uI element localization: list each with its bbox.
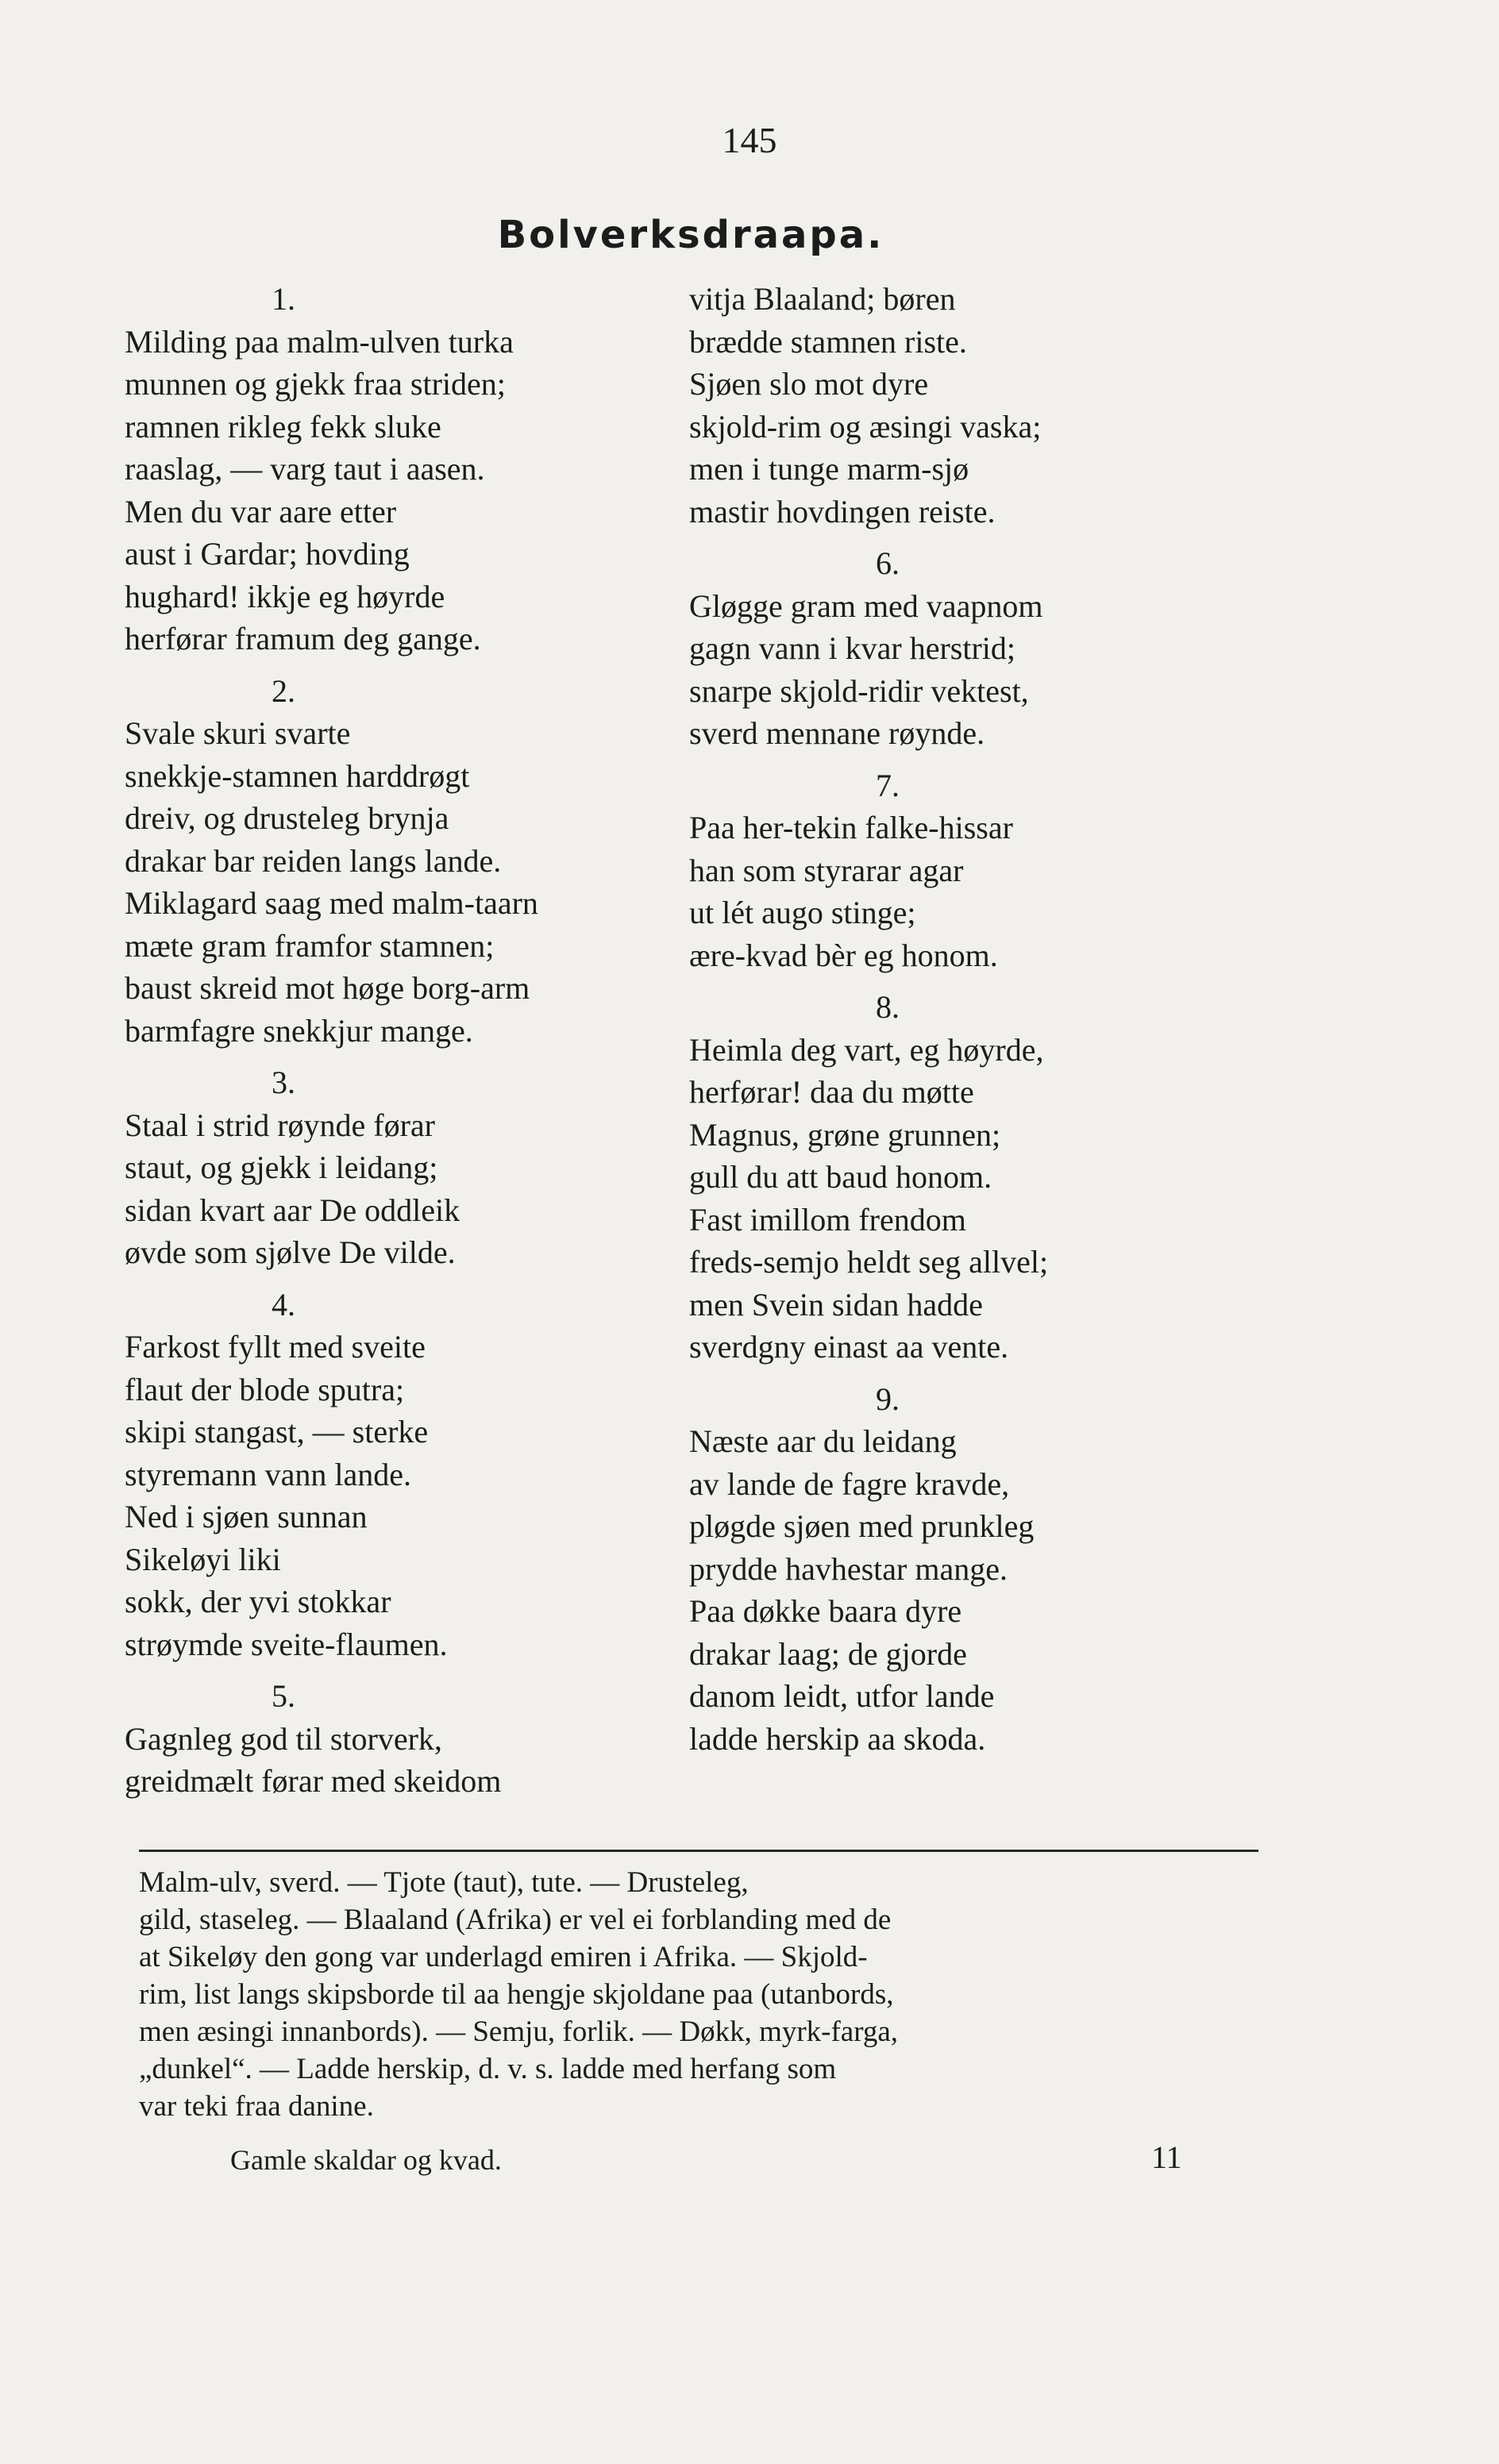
verse-line: dreiv, og drusteleg brynja [125, 800, 449, 836]
footnote-line: at Sikeløy den gong var underlagd emiren i Afrika. — Skjold- [139, 1941, 868, 1973]
footnote-line: „dunkel“. — Ladde herskip, d. v. s. ladde med herfang som [139, 2053, 837, 2085]
verse-line: baust skreid mot høge borg-arm [125, 970, 530, 1006]
stanza-number: 4. [272, 1286, 295, 1322]
verse-line: han som styrarar agar [689, 852, 964, 888]
verse-line: Svale skuri svarte [125, 715, 351, 751]
stanza-number: 7. [876, 767, 900, 803]
verse-line: men i tunge marm-sjø [689, 451, 969, 487]
verse-line: Staal i strid røynde førar [125, 1107, 435, 1143]
verse-line: sokk, der yvi stokkar [125, 1584, 391, 1619]
verse-line: men Svein sidan hadde [689, 1286, 983, 1322]
verse-line: Paa her-tekin falke-hissar [689, 810, 1013, 845]
verse-line: raaslag, — varg taut i aasen. [125, 451, 485, 487]
stanza-number: 9. [876, 1380, 900, 1417]
verse-line: Paa døkke baara dyre [689, 1593, 962, 1629]
signature-mark: 11 [1151, 2139, 1182, 2175]
footnotes [139, 1864, 1266, 2125]
verse-line: aust i Gardar; hovding [125, 536, 410, 572]
verse-line: mastir hovdingen reiste. [689, 493, 996, 529]
verse-line: prydde havhestar mange. [689, 1550, 1008, 1587]
footnote-line: var teki fraa danine. [139, 2090, 374, 2123]
verse-line: ramnen rikleg fekk sluke [125, 408, 441, 445]
verse-line: strøymde sveite-flaumen. [125, 1626, 448, 1662]
footnote-line: Malm-ulv, sverd. — Tjote (taut), tute. — Drusteleg, [139, 1866, 749, 1899]
verse-line: ære-kvad bèr eg honom. [689, 937, 998, 973]
verse-line: brædde stamnen riste. [689, 323, 967, 360]
verse-line: herførar! daa du møtte [689, 1074, 974, 1110]
footnote-line: rim, list langs skipsborde til aa hengje skjoldane paa (utanbords, [139, 1978, 894, 2011]
stanza-number: 1. [272, 281, 295, 317]
verse-line: Magnus, grøne grunnen; [689, 1116, 1001, 1153]
verse-line: drakar bar reiden langs lande. [125, 842, 502, 879]
poem-title: Bolverksdraapa. [497, 213, 884, 257]
verse-line: vitja Blaaland; børen [689, 281, 956, 317]
book-title-footer: Gamle skaldar og kvad. [230, 2144, 502, 2176]
right-column [689, 278, 1205, 1769]
stanza-number: 2. [272, 672, 295, 709]
verse-line: Miklagard saag med malm-taarn [125, 885, 538, 921]
verse-line: ut lét augo stinge; [689, 895, 916, 930]
verse-line: flaut der blode sputra; [125, 1371, 405, 1407]
verse-line: sverd mennane røynde. [689, 715, 985, 751]
verse-line: drakar laag; de gjorde [689, 1635, 967, 1672]
verse-line: sverdgny einast aa vente. [689, 1329, 1009, 1365]
verse-line: barmfagre snekkjur mange. [125, 1012, 473, 1049]
footnote-line: gild, staseleg. — Blaaland (Afrika) er vel ei forblanding med de [139, 1904, 892, 1936]
verse-line: pløgde sjøen med prunkleg [689, 1508, 1035, 1544]
verse-line: skipi stangast, — sterke [125, 1414, 429, 1450]
stanza-number: 6. [876, 545, 900, 581]
footnote-line: men æsingi innanbords). — Semju, forlik. — Døkk, myrk-farga, [139, 2015, 899, 2048]
verse-line: Milding paa malm-ulven turka [125, 323, 514, 360]
verse-line: Men du var aare etter [125, 493, 397, 529]
verse-line: snarpe skjold-ridir vektest, [689, 672, 1029, 709]
verse-line: øvde som sjølve De vilde. [125, 1234, 456, 1270]
verse-line: Sjøen slo mot dyre [689, 366, 929, 402]
verse-line: ladde herskip aa skoda. [689, 1720, 986, 1757]
verse-line: styremann vann lande. [125, 1456, 411, 1492]
verse-line: hughard! ikkje eg høyrde [125, 578, 445, 614]
left-column [125, 278, 680, 1812]
verse-line: Fast imillom frendom [689, 1201, 966, 1238]
verse-line: gagn vann i kvar herstrid; [689, 630, 1015, 666]
verse-line: Farkost fyllt med sveite [125, 1329, 426, 1365]
verse-line: staut, og gjekk i leidang; [125, 1149, 438, 1185]
stanza-number: 5. [272, 1678, 295, 1714]
verse-line: Gløgge gram med vaapnom [689, 587, 1043, 624]
verse-line: munnen og gjekk fraa striden; [125, 366, 506, 402]
verse-line: freds-semjo heldt seg allvel; [689, 1244, 1049, 1280]
stanza-number: 8. [876, 989, 900, 1025]
verse-line: greidmælt førar med skeidom [125, 1763, 502, 1799]
verse-line: sidan kvart aar De oddleik [125, 1192, 460, 1228]
stanza-number: 3. [272, 1065, 295, 1100]
verse-line: skjold-rim og æsingi vaska; [689, 408, 1042, 445]
verse-line: danom leidt, utfor lande [689, 1678, 995, 1714]
verse-line: Gagnleg god til storverk, [125, 1720, 442, 1757]
verse-line: Heimla deg vart, eg høyrde, [689, 1031, 1044, 1068]
notes-divider [139, 1850, 1258, 1852]
verse-line: mæte gram framfor stamnen; [125, 927, 495, 964]
verse-line: snekkje-stamnen harddrøgt [125, 757, 470, 794]
verse-line: av lande de fagre kravde, [689, 1465, 1010, 1502]
verse-line: Næste aar du leidang [689, 1423, 957, 1459]
verse-line: Sikeløyi liki [125, 1541, 281, 1577]
verse-line: gull du att baud honom. [689, 1159, 992, 1195]
verse-line: Ned i sjøen sunnan [125, 1499, 368, 1534]
verse-line: herførar framum deg gange. [125, 621, 481, 656]
page-number: 145 [722, 120, 777, 160]
